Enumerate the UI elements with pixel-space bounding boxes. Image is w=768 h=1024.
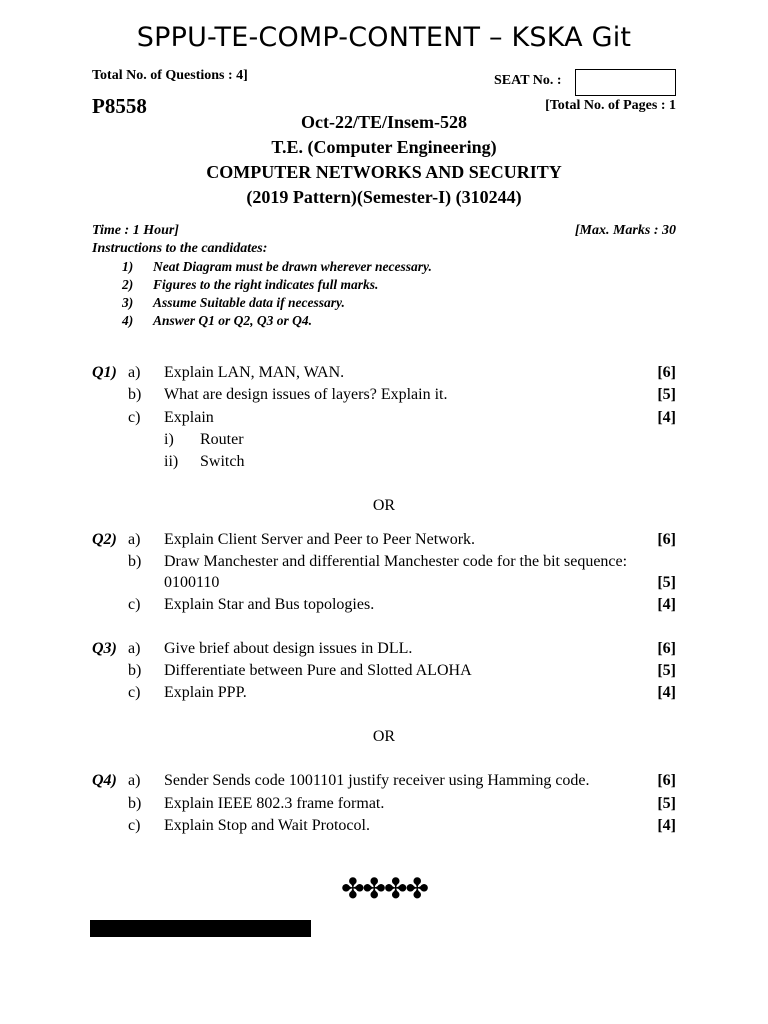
seat-number-box	[575, 69, 676, 96]
instruction-item: 1) Neat Diagram must be drawn wherever necessary.	[122, 259, 432, 274]
or-separator: OR	[372, 497, 396, 514]
total-questions: Total No. of Questions : 4]	[92, 68, 248, 83]
question-3a: Q3) a) Give brief about design issues in DLL. [6]	[92, 640, 676, 657]
total-pages: [Total No. of Pages : 1	[545, 98, 676, 113]
end-ornament: ✤✤✤✤	[341, 874, 427, 905]
question-text: Explain IEEE 802.3 frame format.	[164, 795, 385, 812]
question-2a: Q2) a) Explain Client Server and Peer to Peer Network. [6]	[92, 531, 676, 548]
paper-code: P8558	[92, 94, 147, 118]
question-3b: b) Differentiate between Pure and Slotted ALOHA [5]	[128, 662, 676, 679]
question-1b: b) What are design issues of layers? Explain it. [5]	[128, 386, 676, 403]
exam-time: Time : 1 Hour]	[92, 223, 179, 238]
question-text: Explain Stop and Wait Protocol.	[164, 817, 370, 834]
exam-code: Oct-22/TE/Insem-528	[301, 112, 467, 132]
question-number: Q3)	[92, 640, 117, 657]
question-1c: c) Explain [4]	[128, 409, 676, 426]
question-text: Explain PPP.	[164, 684, 247, 701]
question-text: Explain Client Server and Peer to Peer Network.	[164, 531, 476, 548]
instruction-item: 4) Answer Q1 or Q2, Q3 or Q4.	[122, 313, 313, 328]
bit-sequence: 0100110	[164, 574, 220, 591]
question-text: Differentiate between Pure and Slotted ALOHA	[164, 662, 472, 679]
question-2b: b) Draw Manchester and differential Manchester code for the bit sequence:	[128, 553, 628, 570]
question-marks: [6]	[657, 640, 676, 657]
question-text: Draw Manchester and differential Manchester code for the bit sequence:	[164, 553, 628, 570]
question-2b-continued	[92, 574, 676, 596]
question-3c: c) Explain PPP. [4]	[128, 684, 676, 701]
or-separator: OR	[372, 728, 396, 745]
question-marks: [4]	[657, 409, 676, 426]
question-marks: [6]	[657, 772, 676, 789]
redaction-bar	[90, 920, 311, 937]
instruction-item: 2) Figures to the right indicates full marks.	[122, 277, 379, 292]
question-text: Explain LAN, MAN, WAN.	[164, 364, 345, 381]
question-4c: c) Explain Stop and Wait Protocol. [4]	[128, 817, 676, 834]
question-marks: [4]	[657, 817, 676, 834]
question-number: Q2)	[92, 531, 117, 548]
question-text: What are design issues of layers? Explain it.	[164, 386, 448, 403]
instructions-title: Instructions to the candidates:	[92, 241, 268, 256]
question-2c: c) Explain Star and Bus topologies. [4]	[128, 596, 676, 613]
question-marks: [5]	[657, 386, 676, 403]
question-marks: [5]	[657, 662, 676, 679]
question-4a: Q4) a) Sender Sends code 1001101 justify receiver using Hamming code. [6]	[92, 772, 676, 789]
seat-number-label: SEAT No. :	[494, 73, 562, 88]
pattern-info: (2019 Pattern)(Semester-I) (310244)	[246, 187, 522, 207]
question-marks: [6]	[657, 531, 676, 548]
question-text: Explain	[164, 409, 214, 426]
question-marks: [5]	[657, 574, 676, 591]
course-title: T.E. (Computer Engineering)	[271, 137, 497, 157]
question-4b: b) Explain IEEE 802.3 frame format. [5]	[128, 795, 676, 812]
question-text: Sender Sends code 1001101 justify receiver using Hamming code.	[164, 772, 590, 789]
max-marks: [Max. Marks : 30	[574, 223, 676, 238]
question-number: Q1)	[92, 364, 117, 381]
question-1a: Q1) a) Explain LAN, MAN, WAN. [6]	[92, 364, 676, 381]
question-marks: [5]	[657, 795, 676, 812]
question-text: Explain Star and Bus topologies.	[164, 596, 375, 613]
page-banner: SPPU-TE-COMP-CONTENT – KSKA Git	[136, 22, 632, 53]
question-marks: [4]	[657, 684, 676, 701]
instruction-item: 3) Assume Suitable data if necessary.	[122, 295, 345, 310]
question-number: Q4)	[92, 772, 117, 789]
question-marks: [4]	[657, 596, 676, 613]
question-marks: [6]	[657, 364, 676, 381]
subject-title: COMPUTER NETWORKS AND SECURITY	[206, 162, 562, 182]
question-text: Give brief about design issues in DLL.	[164, 640, 413, 657]
